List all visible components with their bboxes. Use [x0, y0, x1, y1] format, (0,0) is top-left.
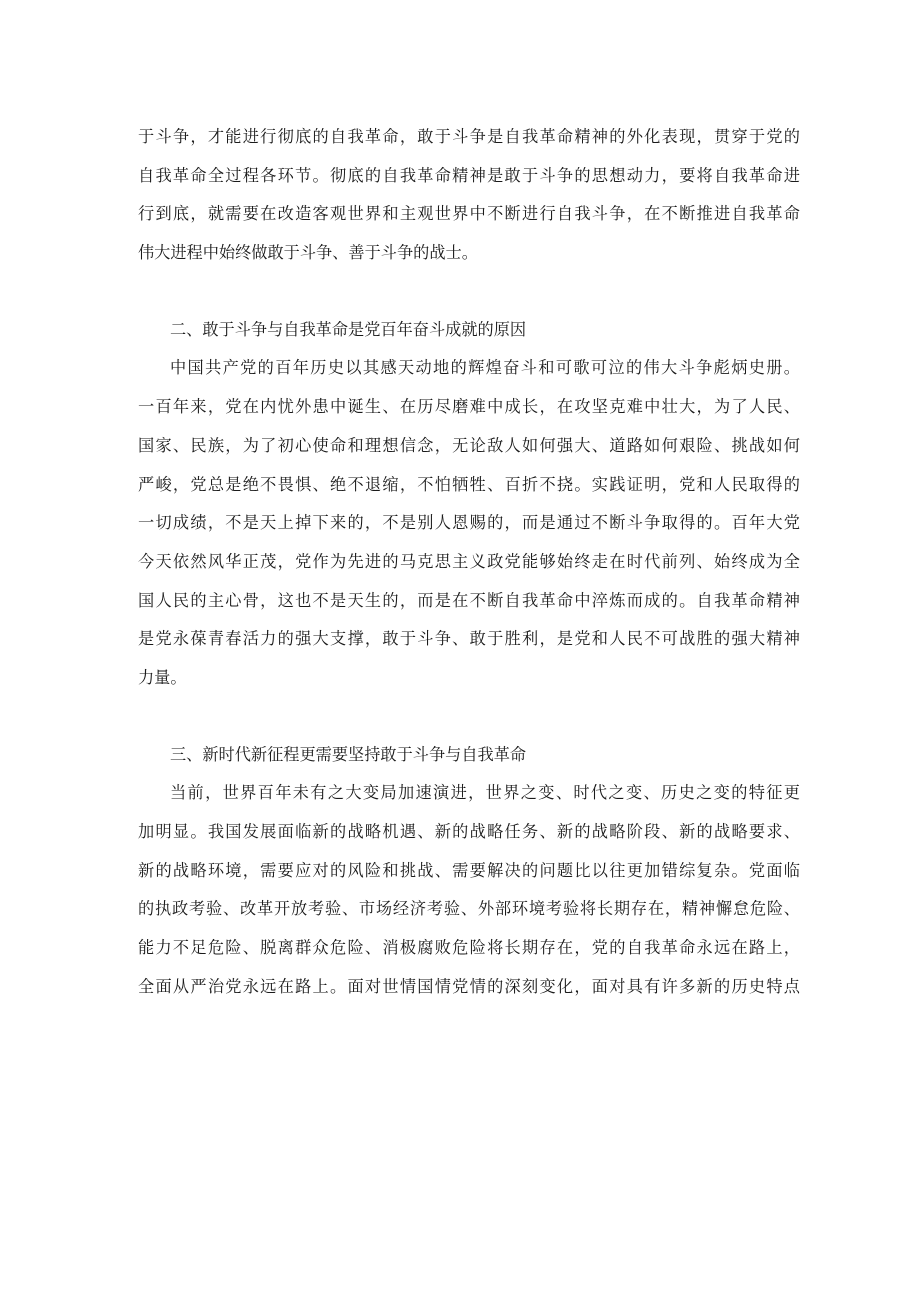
text-line: 自我革命全过程各环节。彻底的自我革命精神是敢于斗争的思想动力，要将自我革命进: [138, 165, 800, 185]
text-line: 行到底，就需要在改造客观世界和主观世界中不断进行自我斗争，在不断推进自我革命: [138, 204, 800, 224]
text-line: 新的战略环境，需要应对的风险和挑战、需要解决的问题比以往更加错综复杂。党面临: [138, 860, 800, 880]
text-line: 能力不足危险、脱离群众危险、消极腐败危险将长期存在，党的自我革命永远在路上，: [138, 938, 800, 958]
text-line: 伟大进程中始终做敢于斗争、善于斗争的战士。: [138, 243, 478, 263]
section-heading: 二、敢于斗争与自我革命是党百年奋斗成就的原因: [170, 319, 527, 339]
text-line: 严峻，党总是绝不畏惧、绝不退缩，不怕牺牲、百折不挠。实践证明，党和人民取得的: [138, 474, 800, 494]
section-gap: [138, 698, 800, 736]
paragraph-continuation: [138, 118, 800, 273]
text-line: 加明显。我国发展面临新的战略机遇、新的战略任务、新的战略阶段、新的战略要求、: [138, 822, 800, 841]
section-gap: [138, 273, 800, 311]
text-line: 的执政考验、改革开放考验、市场经济考验、外部环境考验将长期存在，精神懈怠危险、: [138, 899, 800, 919]
text-line: 中国共产党的百年历史以其感天动地的辉煌奋斗和可歌可泣的伟大斗争彪炳史册。: [170, 358, 800, 378]
text-line: 国人民的主心骨，这也不是天生的，而是在不断自我革命中淬炼而成的。自我革命精神: [138, 590, 800, 610]
section-two: [138, 311, 800, 698]
text-line: 一切成绩，不是天上掉下来的，不是别人恩赐的，而是通过不断斗争取得的。百年大党: [138, 513, 800, 533]
text-line: 国家、民族，为了初心使命和理想信念，无论敌人如何强大、道路如何艰险、挑战如何: [138, 435, 800, 455]
text-line: 今天依然风华正茂，党作为先进的马克思主义政党能够始终走在时代前列、始终成为全: [138, 551, 800, 571]
text-line: 于斗争，才能进行彻底的自我革命，敢于斗争是自我革命精神的外化表现，贯穿于党的: [138, 127, 800, 146]
section-three: [138, 736, 800, 1007]
document-body: [138, 118, 800, 1006]
text-line: 当前，世界百年未有之大变局加速演进，世界之变、时代之变、历史之变的特征更: [170, 783, 800, 803]
section-heading: 三、新时代新征程更需要坚持敢于斗争与自我革命: [170, 744, 527, 764]
text-line: 力量。: [138, 667, 187, 687]
text-line: 一百年来，党在内忧外患中诞生、在历尽磨难中成长，在攻坚克难中壮大，为了人民、: [138, 397, 800, 417]
text-line: 是党永葆青春活力的强大支撑，敢于斗争、敢于胜利，是党和人民不可战胜的强大精神: [138, 629, 800, 649]
text-line: 全面从严治党永远在路上。面对世情国情党情的深刻变化，面对具有许多新的历史特点: [138, 976, 800, 996]
